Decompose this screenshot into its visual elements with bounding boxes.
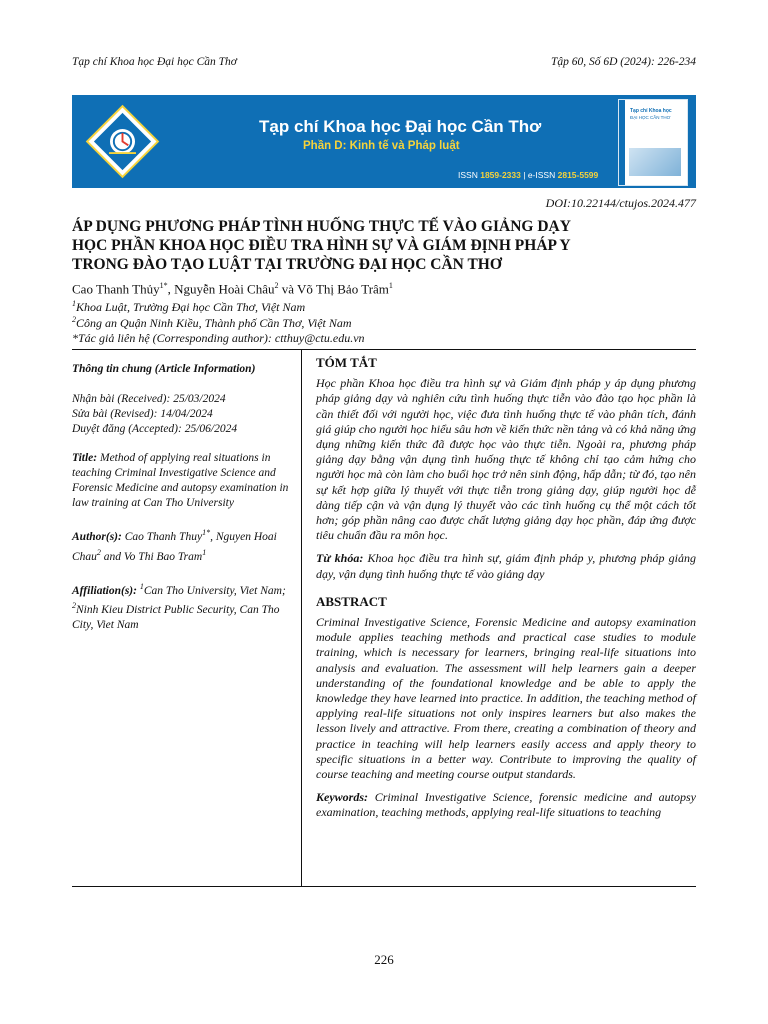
eissn-label: e-ISSN	[527, 170, 556, 180]
cover-subtitle: ĐẠI HỌC CẦN THƠ	[630, 115, 671, 120]
author-1: Cao Thanh Thủy	[72, 281, 160, 297]
english-title-label: Title:	[72, 452, 98, 464]
issn-line	[458, 170, 598, 180]
title-line-1: ÁP DỤNG PHƯƠNG PHÁP TÌNH HUỐNG THỰC TẾ VÀO GIẢNG DẠY	[72, 218, 571, 235]
affiliation-1-text: Khoa Luật, Trường Đại học Cần Thơ, Việt Nam	[76, 300, 306, 314]
english-affiliations	[72, 579, 294, 634]
article-title	[72, 217, 696, 274]
author-2: Nguyễn Hoài Châu	[174, 281, 275, 297]
affiliation-2-text: Công an Quận Ninh Kiều, Thành phố Cần Thơ, Việt Nam	[76, 316, 352, 330]
tom-tat-keywords-label: Từ khóa:	[316, 551, 364, 566]
journal-title: Tạp chí Khoa học Đại học Cần Thơ	[259, 117, 542, 136]
abstract-heading: ABSTRACT	[316, 593, 387, 609]
journal-cover-thumbnail	[618, 99, 688, 186]
bottom-rule	[72, 886, 696, 887]
english-author-3: and Vo Thi Bao Tram	[100, 550, 203, 563]
top-rule	[72, 349, 696, 350]
article-info-heading: Thông tin chung (Article Information)	[72, 363, 256, 375]
university-logo	[84, 103, 161, 180]
cover-image	[629, 148, 681, 176]
english-affil-2-sup: 2	[72, 601, 76, 611]
english-author-2: , Nguyen Hoai Chau	[72, 530, 277, 563]
volume-info: Tập 60, Số 6D (2024): 226-234	[550, 56, 696, 68]
english-affil-1: Can Tho University, Viet Nam;	[143, 584, 286, 597]
issn-separator: |	[523, 170, 528, 180]
revised-date: Sửa bài (Revised): 14/04/2024	[72, 408, 213, 420]
abstract-keywords-value: Criminal Investigative Science, forensic medicine and autopsy examination, teaching methods, applying real-life situations to teaching	[316, 790, 696, 820]
affiliation-2-sup: 2	[72, 315, 76, 324]
author-3-sup: 1	[388, 281, 393, 290]
english-author-3-sup: 1	[202, 547, 207, 557]
eissn-value: 2815-5599	[557, 170, 599, 180]
title-line-3: TRONG ĐÀO TẠO LUẬT TẠI TRƯỜNG ĐẠI HỌC CẦN THƠ	[72, 256, 502, 273]
english-author-1: Cao Thanh Thuy	[121, 530, 203, 543]
journal-section: Phần D: Kinh tế và Pháp luật	[303, 140, 460, 152]
abstract-keywords	[316, 790, 696, 820]
author-1-sup: 1*	[159, 281, 168, 290]
author-2-sup: 2	[274, 281, 279, 290]
abstract-panel	[316, 355, 696, 833]
affiliation-1	[72, 299, 305, 315]
affiliation-2	[72, 315, 352, 331]
accepted-date: Duyệt đăng (Accepted): 25/06/2024	[72, 423, 238, 435]
author-list	[72, 281, 393, 297]
tom-tat-keywords	[316, 551, 696, 581]
english-affil-1-sup: 1	[139, 581, 144, 591]
english-authors	[72, 525, 294, 565]
cover-title: Tạp chí Khoa học	[630, 108, 672, 114]
article-info-panel	[72, 362, 294, 647]
article-dates	[72, 392, 294, 437]
tom-tat-heading: TÓM TẮT	[316, 355, 377, 370]
page-number: 226	[374, 952, 394, 967]
cover-stripe	[619, 100, 625, 185]
tom-tat-body: Học phần Khoa học điều tra hình sự và Giám định pháp y áp dụng phương pháp giảng dạy và nghiên cứu tình huống thực tiễn vào đào tạo học phần là cần thiết đối với người học, việc đưa tình huống thực tế vào phân tích, đánh giá giúp cho người học hiểu sâu hơn về kiến thức nền tảng và có khả năng ứng dụng những kiến thức đã được học vào thực tiễn. Ngoài ra, phương pháp giảng dạy bằng vận dụng tình huống thực tế không chỉ tạo cảm hứng cho người học mà còn làm cho buổi học trở nên sinh động, hấp dẫn; từ đó, tạo nên sự kết hợp giữa lý thuyết với thực tiễn trong giảng dạy, giúp người học dễ dàng tiếp cận và vận dụng lý thuyết vào các tình huống cụ thể một cách tốt hơn; góp phần nâng cao được chất lượng giảng dạy học phần, đáp ứng được tiêu chuẩn đầu ra môn học.	[316, 376, 696, 543]
english-title-value: Method of applying real situations in teaching Criminal Investigative Science and Forensic Medicine and autopsy examination in law training at Can Tho University	[72, 452, 289, 509]
abstract-keywords-label: Keywords:	[316, 790, 368, 805]
english-title	[72, 451, 294, 511]
tom-tat-keywords-value: Khoa học điều tra hình sự, giám định pháp y, phương pháp giảng dạy, vận dụng tình huống thực tế vào giảng dạy	[316, 551, 696, 581]
author-3: Võ Thị Bảo Trâm	[297, 281, 389, 297]
issn-label: ISSN	[458, 170, 478, 180]
journal-name: Tạp chí Khoa học Đại học Cần Thơ	[72, 56, 237, 68]
author-sep-1: ,	[167, 281, 175, 297]
journal-banner	[72, 95, 696, 188]
issn-value: 1859-2333	[480, 170, 521, 180]
corresponding-author: *Tác giả liên hệ (Corresponding author): ctthuy@ctu.edu.vn	[72, 331, 365, 345]
received-date: Nhận bài (Received): 25/03/2024	[72, 393, 226, 405]
affiliation-1-sup: 1	[72, 299, 76, 308]
english-author-1-sup: 1*	[202, 528, 211, 537]
abstract-body: Criminal Investigative Science, Forensic Medicine and autopsy examination module applies teaching methods and practical case studies to module training, which is necessary for learners, bringing real-life situations into analysis and evaluation. The assessment will help learners gain a deeper understanding of the foundational knowledge and be able to apply the knowledge they have learned into practice. In addition, the teaching method of applying real-life situations not only inspires learners but also makes the lesson lively and attractive. From there, creating a combination of theory and practice in teaching will help learners easily access and apply theory to specific situations in a better way. Contribute to improving the quality of course teaching and meeting course output standards.	[316, 615, 696, 782]
title-line-2: HỌC PHẦN KHOA HỌC ĐIỀU TRA HÌNH SỰ VÀ GIÁM ĐỊNH PHÁP Y	[72, 237, 571, 254]
english-author-2-sup: 2	[96, 547, 101, 557]
english-affiliations-label: Affiliation(s):	[72, 584, 137, 597]
author-sep-2: và	[278, 281, 298, 297]
english-authors-label: Author(s):	[72, 530, 122, 543]
english-affil-2: Ninh Kieu District Public Security, Can Tho City, Viet Nam	[72, 604, 280, 632]
column-divider	[301, 349, 302, 887]
running-head	[72, 56, 696, 68]
doi: DOI:10.22144/ctujos.2024.477	[545, 196, 696, 210]
